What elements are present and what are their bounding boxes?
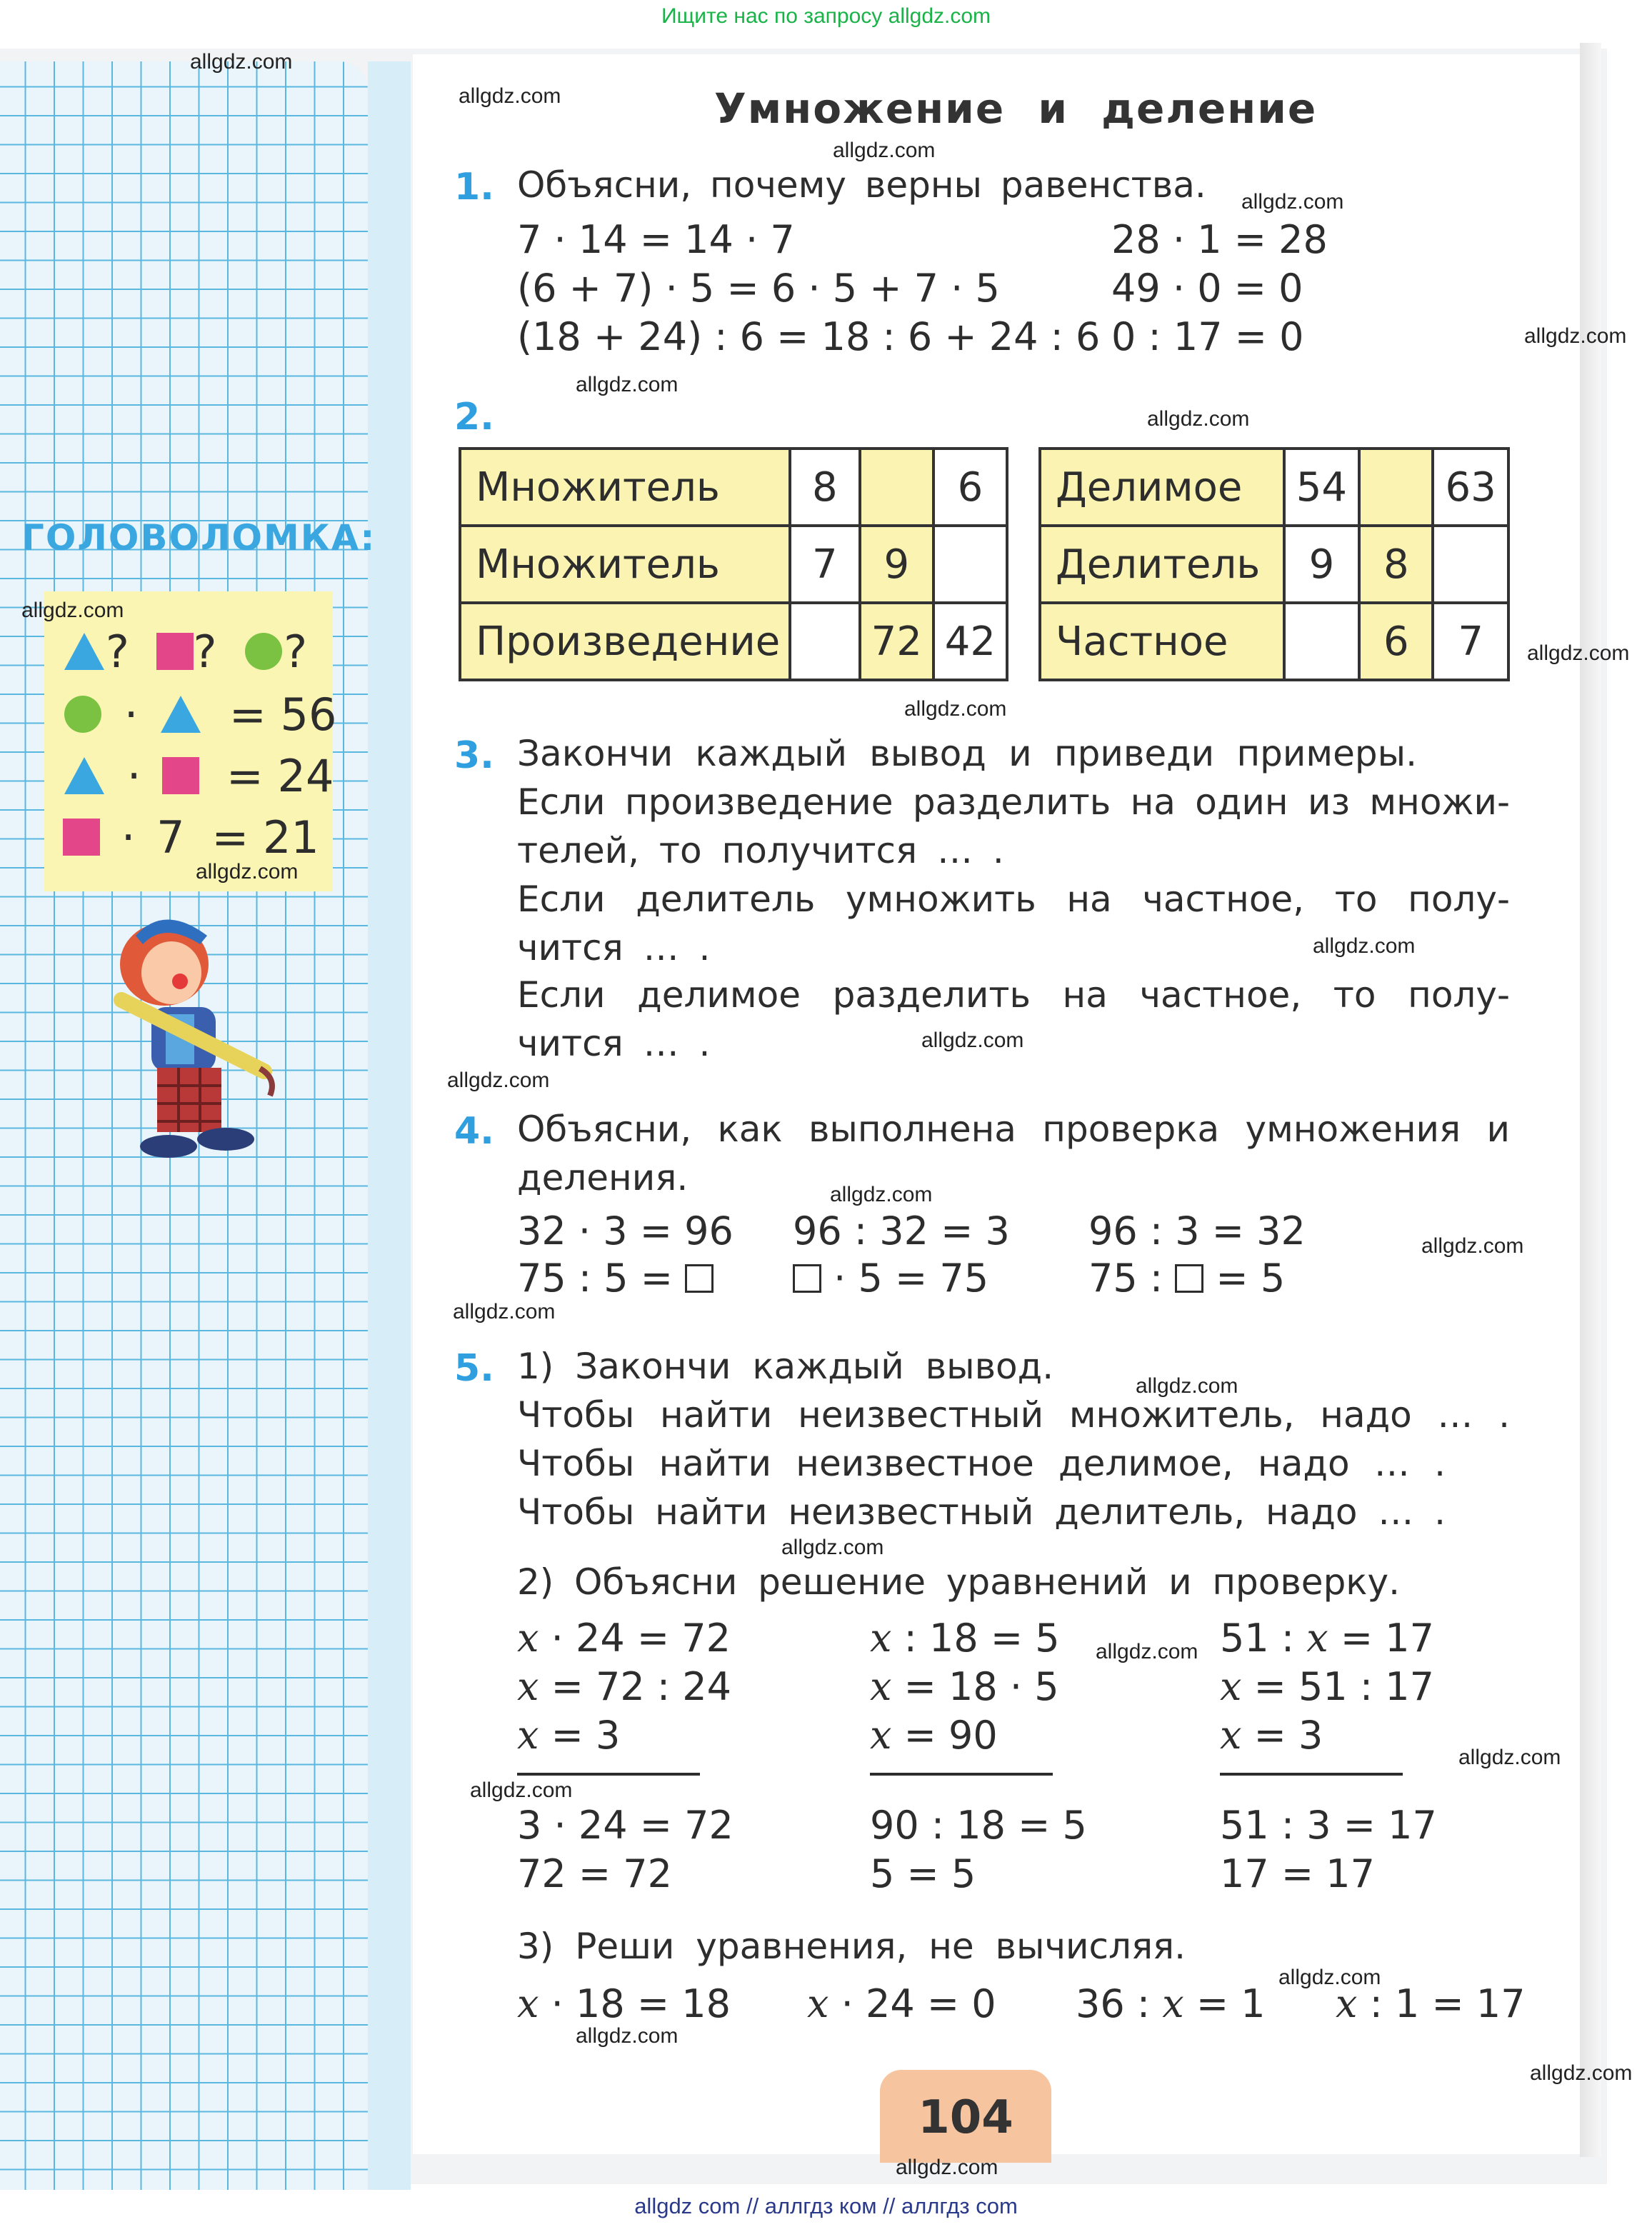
circle-icon [244,631,284,671]
table-cell [1433,526,1508,603]
task3-line: Если делимое разделить на частное, то полу- [517,974,1510,1016]
triangle-icon [63,756,106,796]
watermark: allgdz.com [1530,2061,1633,2085]
promo-banner[interactable]: Ищите нас по запросу allgdz.com [661,4,991,28]
eq-text: = 72 : 24 [551,1664,732,1709]
table-cell: 7 [1433,603,1508,680]
watermark: allgdz.com [1313,934,1416,958]
task1-left-2: (6 + 7) · 5 = 6 · 5 + 7 · 5 [517,266,1000,311]
task4-eq [793,1256,988,1301]
circle-icon [63,694,103,734]
watermark: allgdz.com [1458,1746,1561,1769]
check-line: 72 = 72 [517,1851,673,1896]
task1-right-2: 49 · 0 = 0 [1111,266,1303,311]
table-cell: 6 [1359,603,1433,680]
var-x: x [517,1616,539,1661]
watermark: allgdz.com [781,1536,884,1559]
table-cell: Делитель [1040,526,1284,603]
eq-line [517,1664,731,1709]
var-x: x [870,1616,892,1661]
task5-number: 5. [454,1347,494,1390]
task3-line: телей, то получится … . [517,830,1004,871]
square-icon [63,819,100,856]
table-cell: 7 [790,526,860,603]
table-cell [790,603,860,680]
var-x: x [807,1981,829,2026]
puzzle-result: = 21 [211,811,319,864]
eq-text: = 1 [1196,1981,1266,2026]
eq-text: = 18 · 5 [903,1664,1059,1709]
puzzle-row: · 7 = 21 [63,811,319,864]
task1-number: 1. [454,166,494,209]
task5-rule: Чтобы найти неизвестный множитель, надо … . [517,1394,1510,1436]
watermark: allgdz.com [1096,1640,1198,1663]
watermark: allgdz.com [576,2024,679,2048]
watermark: allgdz.com [459,84,561,108]
watermark: allgdz.com [921,1029,1024,1052]
puzzle-q: ? [106,626,129,678]
watermark: allgdz.com [1136,1374,1238,1398]
divider [517,1773,700,1776]
watermark: allgdz.com [1524,324,1627,348]
var-x: x [1162,1981,1184,2026]
var-x: x [517,1664,539,1709]
puzzle-legend [63,626,307,678]
divider [1220,1773,1403,1776]
sidebar-edge [368,61,411,2190]
eq-line [517,1981,731,2026]
puzzle-q: ? [284,626,308,678]
task2-number: 2. [454,396,494,439]
watermark: allgdz.com [447,1069,550,1092]
var-x: x [517,1981,539,2026]
table-cell: Произведение [460,603,790,680]
task4-number: 4. [454,1110,494,1153]
eq-text: = 51 : 17 [1253,1664,1435,1709]
task3-line: чится … . [517,927,711,969]
table-cell: 8 [790,449,860,526]
task5-part3: 3) Реши уравнения, не вычисляя. [517,1926,1186,1967]
eq-text: 51 : [1220,1616,1295,1661]
table-cell: 72 [860,603,933,680]
eq-text: = 3 [1253,1713,1323,1758]
task5-rule: Чтобы найти неизвестное делимое, надо … . [517,1443,1446,1484]
footer-links[interactable]: allgdz com // аллгдз ком // аллгдз com [634,2193,1018,2218]
puzzle-factor: 7 [156,811,185,864]
task3-line: Если делитель умножить на частное, то полу- [517,879,1510,920]
watermark: allgdz.com [190,50,293,74]
eq-line [870,1664,1059,1709]
check-line: 5 = 5 [870,1851,976,1896]
page-number-tab [880,2070,1051,2163]
table-cell: 63 [1433,449,1508,526]
puzzle-q: ? [193,626,217,678]
eq-text: : 1 = 17 [1369,1981,1526,2026]
task3-line: Закончи каждый вывод и приведи примеры. [517,733,1417,774]
watermark: allgdz.com [453,1300,556,1323]
puzzle-title: ГОЛОВОЛОМКА: [21,517,376,559]
table-cell: Делимое [1040,449,1284,526]
var-x: x [1220,1664,1242,1709]
puzzle-row: · = 24 [63,750,334,802]
puzzle-row: · = 56 [63,689,336,741]
table-cell: Частное [1040,603,1284,680]
table-cell: 6 [933,449,1007,526]
triangle-icon [63,631,106,671]
eq-line [1076,1981,1266,2026]
task4-line: деления. [517,1157,689,1198]
page-number: 104 [918,2091,1013,2144]
task4-eq [1088,1256,1285,1301]
table-cell [860,449,933,526]
check-line: 17 = 17 [1220,1851,1376,1896]
var-x: x [1220,1713,1242,1758]
task4-eq: 96 : 3 = 32 [1088,1208,1306,1253]
table-cell: 54 [1284,449,1360,526]
task4-eq: 96 : 32 = 3 [793,1208,1010,1253]
division-table [1038,447,1510,681]
eq-text: 75 : 5 = [517,1256,674,1301]
check-line: 3 · 24 = 72 [517,1803,734,1848]
eq-line [870,1713,998,1758]
page-right-edge [1580,43,1601,2157]
table-cell: 42 [933,603,1007,680]
eq-text: · 24 = 0 [841,1981,996,2026]
multiplication-table [459,447,1008,681]
var-x: x [1336,1981,1358,2026]
task3-number: 3. [454,734,494,777]
eq-text: : 18 = 5 [903,1616,1060,1661]
table-cell [933,526,1007,603]
eq-line [807,1981,996,2026]
task3-line: Если произведение разделить на один из множи- [517,781,1510,823]
square-icon [156,633,194,670]
eq-text: = 3 [551,1713,621,1758]
task1-right-3: 0 : 17 = 0 [1111,314,1304,359]
watermark: allgdz.com [576,373,679,396]
task1-text: Объясни, почему верны равенства. [517,164,1206,206]
watermark: allgdz.com [470,1778,573,1802]
var-x: x [870,1664,892,1709]
var-x: x [1306,1616,1328,1661]
var-x: x [870,1713,892,1758]
eq-text: = 5 [1216,1256,1286,1301]
task5-part1: 1) Закончи каждый вывод. [517,1346,1054,1387]
task5-part2: 2) Объясни решение уравнений и проверку. [517,1561,1400,1603]
task4-line: Объясни, как выполнена проверка умножения и [517,1109,1510,1150]
watermark: allgdz.com [21,599,124,622]
watermark: allgdz.com [833,139,936,162]
divider [870,1773,1053,1776]
eq-text: · 24 = 72 [551,1616,731,1661]
eq-line [870,1616,1060,1661]
clown-illustration [100,907,286,1171]
var-x: x [517,1713,539,1758]
task1-right-1: 28 · 1 = 28 [1111,217,1328,262]
watermark: allgdz.com [1241,190,1344,214]
page-title: Умножение и деление [714,84,1318,133]
square-icon [162,757,199,794]
watermark: allgdz.com [1527,641,1630,665]
triangle-icon [159,694,202,734]
eq-line [517,1713,620,1758]
task3-line: чится … . [517,1023,711,1064]
task4-eq: 32 · 3 = 96 [517,1208,734,1253]
watermark: allgdz.com [196,860,299,884]
task5-rule: Чтобы найти неизвестный делитель, надо … . [517,1491,1446,1533]
empty-box [1175,1264,1203,1293]
table-cell [1284,603,1360,680]
table-cell: 8 [1359,526,1433,603]
task1-left-3: (18 + 24) : 6 = 18 : 6 + 24 : 6 [517,314,1101,359]
eq-line [1220,1664,1434,1709]
table-cell: Множитель [460,449,790,526]
table-cell [1359,449,1433,526]
watermark: allgdz.com [1278,1966,1381,1989]
eq-text: = 90 [903,1713,998,1758]
eq-text: · 5 = 75 [833,1256,989,1301]
eq-line [517,1616,731,1661]
puzzle-result: = 56 [229,689,337,741]
check-line: 90 : 18 = 5 [870,1803,1087,1848]
task4-eq [517,1256,714,1301]
eq-text: · 18 = 18 [551,1981,731,2026]
table-cell: Множитель [460,526,790,603]
eq-text: = 17 [1340,1616,1435,1661]
empty-box [685,1264,714,1293]
table-cell: 9 [1284,526,1360,603]
empty-box [793,1264,821,1293]
watermark: allgdz.com [1421,1234,1524,1258]
eq-text: 36 : [1076,1981,1151,2026]
watermark: allgdz.com [830,1183,933,1206]
watermark: allgdz.com [896,2156,998,2179]
eq-line [1220,1616,1434,1661]
eq-line [1220,1713,1323,1758]
watermark: allgdz.com [904,697,1007,721]
puzzle-result: = 24 [226,750,334,802]
watermark: allgdz.com [1147,407,1250,431]
table-cell: 9 [860,526,933,603]
eq-text: 75 : [1088,1256,1163,1301]
check-line: 51 : 3 = 17 [1220,1803,1437,1848]
task1-left-1: 7 · 14 = 14 · 7 [517,217,795,262]
